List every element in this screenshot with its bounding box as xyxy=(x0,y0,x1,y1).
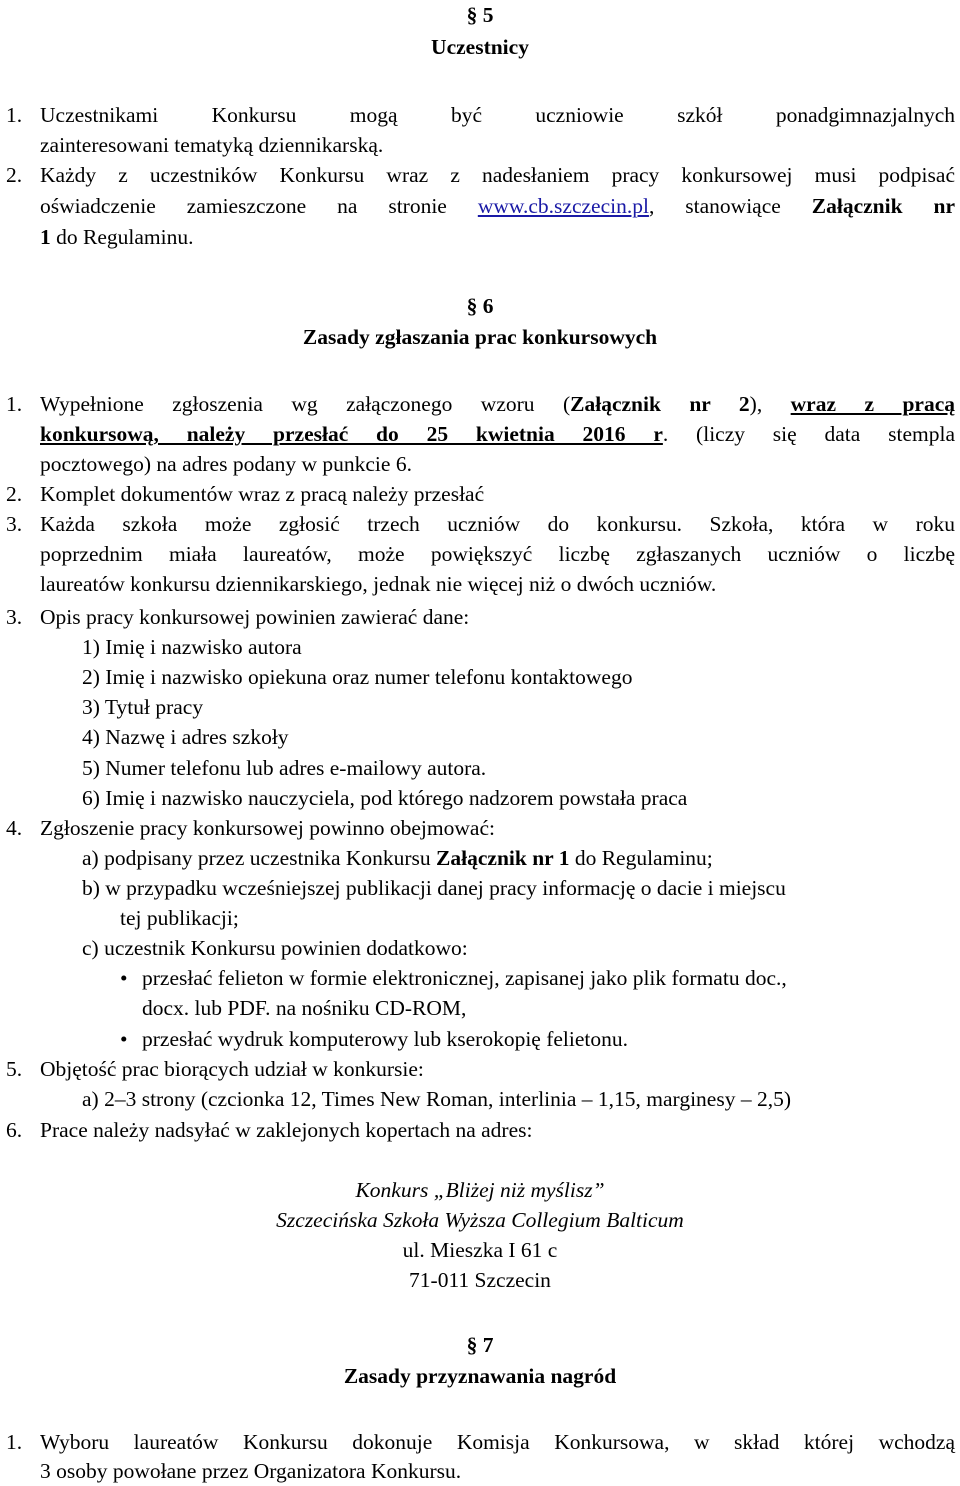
s6-p1-line2 xyxy=(40,419,955,449)
s6-p5-item-a xyxy=(82,843,713,873)
s6-p5-a-post: do Regulaminu; xyxy=(569,846,713,870)
section-7-mark: § 7 xyxy=(466,1333,494,1357)
attachment-number: 1 xyxy=(40,225,51,249)
s6-p2-line: Komplet dokumentów wraz z pracą należy przesłać xyxy=(40,482,485,506)
s6-p3-num: 3. xyxy=(6,512,23,536)
s6-p6-num: 5. xyxy=(6,1057,23,1081)
s5-p1-line1: Uczestnikami Konkursu mogą być uczniowie szkół ponadgimnazjalnych xyxy=(40,103,955,127)
s7-p1-line1: Wyboru laureatów Konkursu dokonuje Komisja Konkursowa, w skład której wchodzą xyxy=(40,1430,955,1454)
s6-p5-bullet2-text: przesłać wydruk komputerowy lub kserokopię felietonu. xyxy=(142,1027,629,1051)
s6-p1-bold2: wraz z pracą xyxy=(790,392,955,416)
s6-p4-num: 3. xyxy=(6,605,23,629)
s6-p5-item-b2: tej publikacji; xyxy=(120,906,239,930)
s6-p7-num: 6. xyxy=(6,1118,23,1142)
section-6-title: Zasady zgłaszania prac konkursowych xyxy=(302,325,658,349)
s6-p5-item-b1: b) w przypadku wcześniejszej publikacji danej pracy informację o dacie i miejscu xyxy=(82,876,786,900)
s6-p5-line: Zgłoszenie pracy konkursowej powinno obejmować: xyxy=(40,816,495,840)
s6-p5-num: 4. xyxy=(6,816,23,840)
s6-p4-item: 3) Tytuł pracy xyxy=(82,695,204,719)
s6-p7-line: Prace należy nadsyłać w zaklejonych kopertach na adres: xyxy=(40,1118,533,1142)
s6-p1-mid: ), xyxy=(749,392,791,416)
section-5-title: Uczestnicy xyxy=(431,35,529,59)
s5-p1-line2: zainteresowani tematyką dziennikarską. xyxy=(40,133,384,157)
s6-p2-num: 2. xyxy=(6,482,23,506)
s6-p6-item-a: a) 2–3 strony (czcionka 12, Times New Roman, interlinia – 1,15, marginesy – 2,5) xyxy=(82,1087,791,1111)
s6-p3-line3: laureatów konkursu dziennikarskiego, jednak nie więcej niż o dwóch uczniów. xyxy=(40,572,717,596)
s5-p2-line1: Każdy z uczestników Konkursu wraz z nadesłaniem pracy konkursowej musi podpisać xyxy=(40,163,955,187)
s6-p1-deadline: konkursową, należy przesłać do 25 kwietnia 2016 r xyxy=(40,422,663,446)
s6-p5-a-pre: a) podpisany przez uczestnika Konkursu xyxy=(82,846,437,870)
s6-p1-attachment: Załącznik nr 2 xyxy=(570,392,750,416)
s6-p4-item: 1) Imię i nazwisko autora xyxy=(82,635,302,659)
bullet-icon: • xyxy=(120,1027,128,1051)
address-contest: Konkurs „Bliżej niż myślisz” xyxy=(355,1178,605,1202)
address-street: ul. Mieszka I 61 c xyxy=(402,1238,558,1262)
s6-p1-num: 1. xyxy=(6,392,23,416)
s6-p5-bullet2 xyxy=(120,1024,628,1054)
s6-p4-line: Opis pracy konkursowej powinien zawierać dane: xyxy=(40,605,470,629)
s7-p1-num: 1. xyxy=(6,1430,23,1454)
s6-p6-line: Objętość prac biorących udział w konkursie: xyxy=(40,1057,424,1081)
s6-p5-item-c: c) uczestnik Konkursu powinien dodatkowo: xyxy=(82,936,468,960)
s6-p4-item: 5) Numer telefonu lub adres e-mailowy autora. xyxy=(82,756,487,780)
s6-p5-bullet1-cont: docx. lub PDF. na nośniku CD-ROM, xyxy=(142,996,467,1020)
s5-p2-line3 xyxy=(40,222,193,252)
s6-p4-item: 2) Imię i nazwisko opiekuna oraz numer telefonu kontaktowego xyxy=(82,665,633,689)
s7-p1-line2: 3 osoby powołane przez Organizatora Konkursu. xyxy=(40,1459,462,1483)
s6-p5-bullet1 xyxy=(120,963,787,993)
s5-p2-mid: , stanowiące xyxy=(648,194,812,218)
section-6-mark: § 6 xyxy=(466,294,494,318)
s6-p4-item: 4) Nazwę i adres szkoły xyxy=(82,725,289,749)
website-link[interactable]: www.cb.szczecin.pl xyxy=(477,194,649,218)
s6-p5-a-attachment: Załącznik nr 1 xyxy=(436,846,570,870)
s5-p2-text: oświadczenie zamieszczone na stronie xyxy=(40,194,478,218)
s6-p3-line1: Każda szkoła może zgłosić trzech uczniów do konkursu. Szkoła, która w roku xyxy=(40,512,955,536)
s6-p1-line3: pocztowego) na adres podany w punkcie 6. xyxy=(40,452,412,476)
s6-p3-line2: poprzednim miała laureatów, może powiększyć liczbę zgłaszanych uczniów o liczbę xyxy=(40,542,955,566)
s6-p4-item: 6) Imię i nazwisko nauczyciela, pod którego nadzorem powstała praca xyxy=(82,786,688,810)
s6-p1-line1 xyxy=(40,389,955,419)
section-5-mark: § 5 xyxy=(466,3,494,27)
s5-p2-rest: do Regulaminu. xyxy=(50,225,194,249)
section-7-title: Zasady przyznawania nagród xyxy=(343,1364,617,1388)
s5-p2-num: 2. xyxy=(6,163,23,187)
address-school: Szczecińska Szkoła Wyższa Collegium Balticum xyxy=(276,1208,684,1232)
attachment-ref: Załącznik nr xyxy=(811,194,956,218)
s6-p1-pre: Wypełnione zgłoszenia wg załączonego wzoru ( xyxy=(40,392,571,416)
s6-p1-rest: . (liczy się data stempla xyxy=(662,422,955,446)
address-city: 71-011 Szczecin xyxy=(409,1268,551,1292)
bullet-icon: • xyxy=(120,966,128,990)
s6-p5-bullet1-text: przesłać felieton w formie elektronicznej, zapisanej jako plik formatu doc., xyxy=(142,966,787,990)
s5-p1-num: 1. xyxy=(6,103,23,127)
s5-p2-line2 xyxy=(40,191,955,221)
